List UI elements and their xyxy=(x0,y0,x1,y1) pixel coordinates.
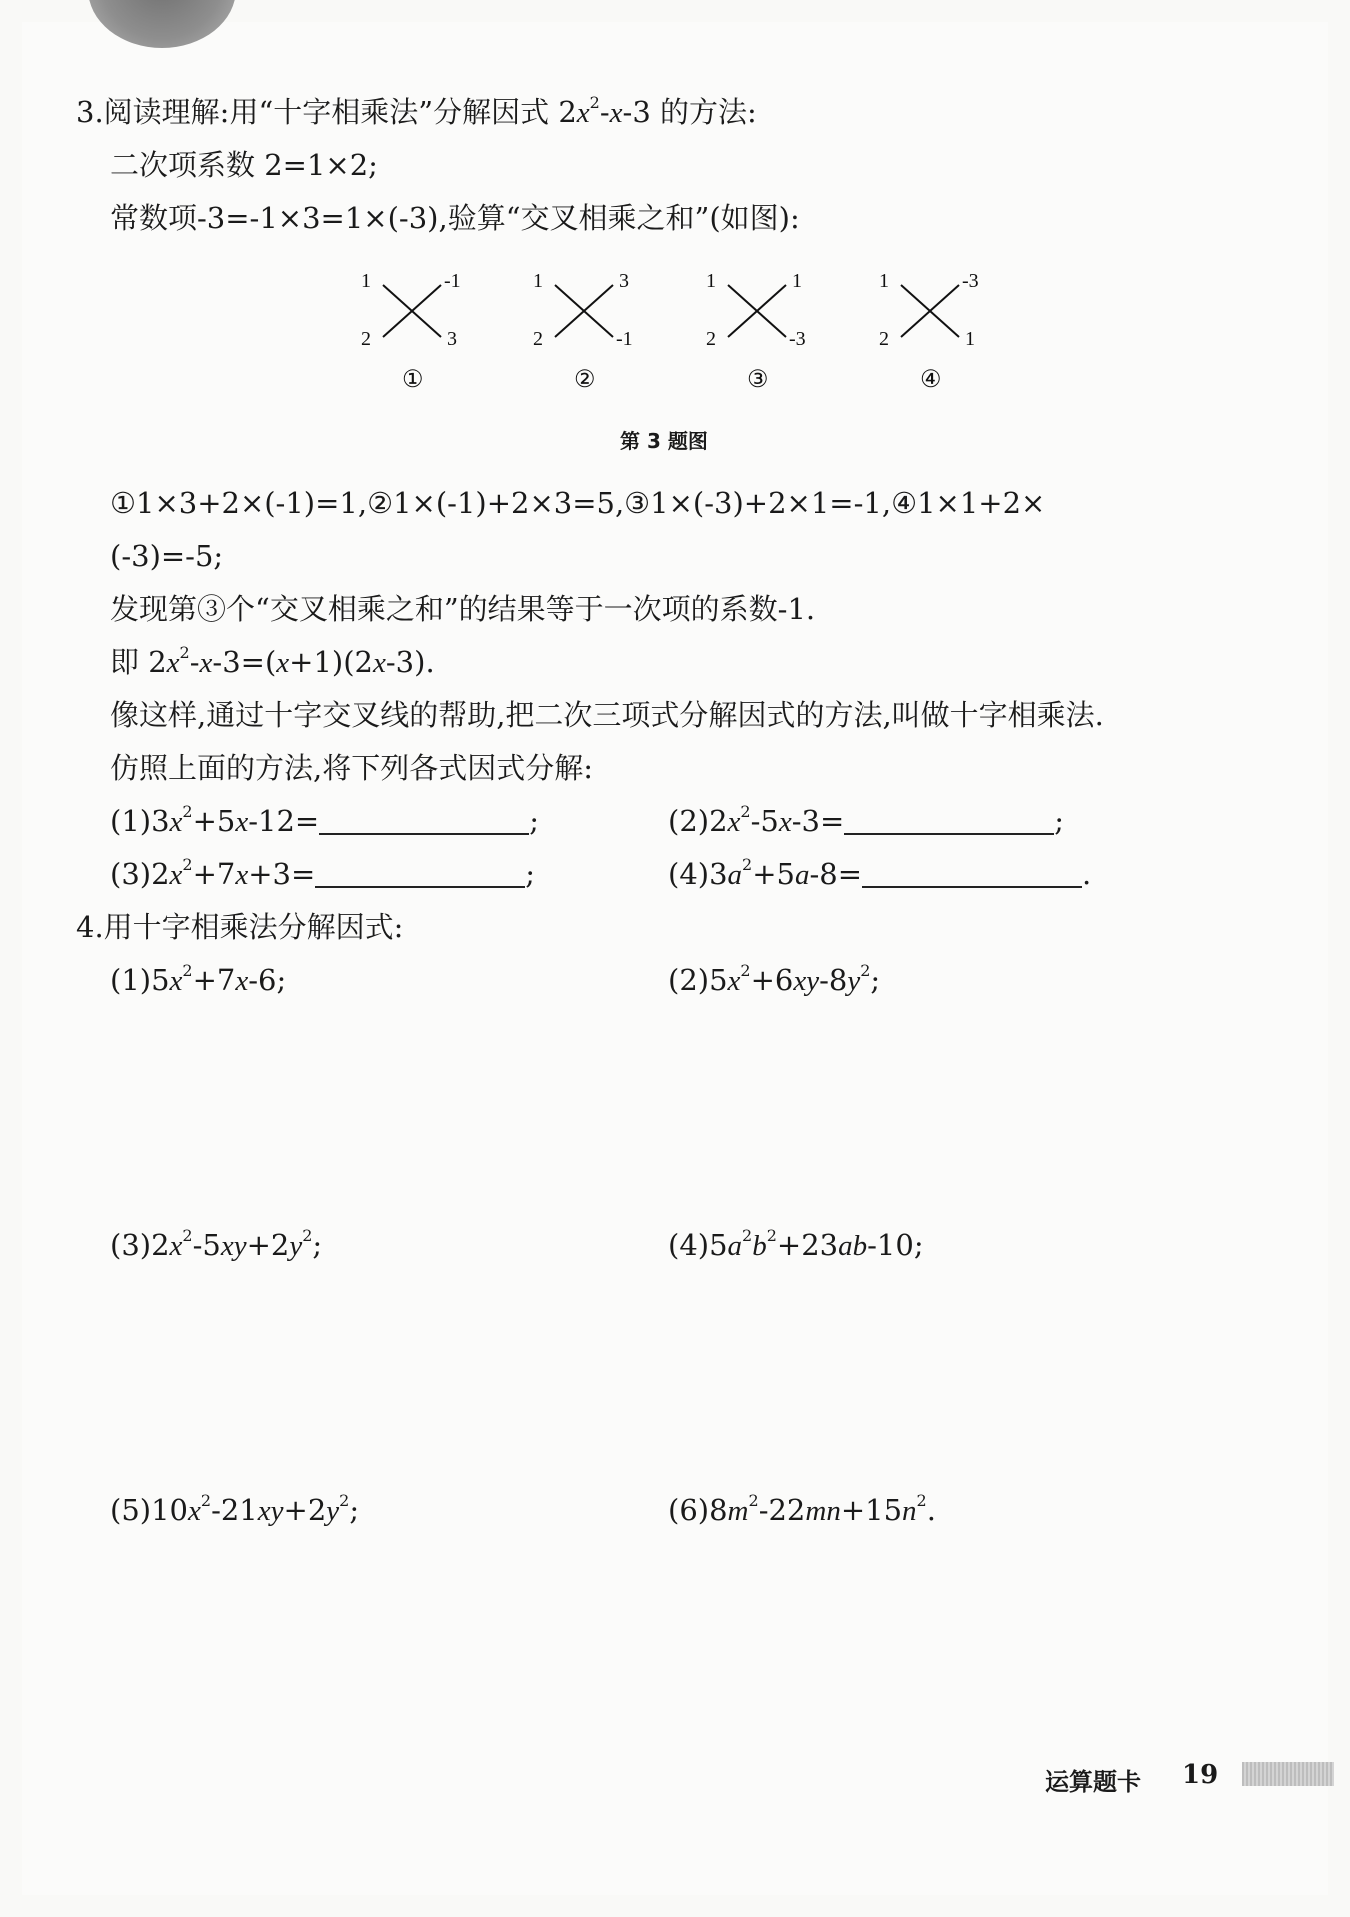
answer-blank-1[interactable] xyxy=(319,803,529,835)
cross-figure-3 xyxy=(706,270,806,393)
fig2-top-right: 3 xyxy=(619,270,629,292)
q3-calc-line1: ①1×3+2×(-1)=1,②1×(-1)+2×3=5,③1×(-3)+2×1=-1,④1×1+2× xyxy=(110,486,1046,520)
fig4-bottom-left: 2 xyxy=(879,328,889,350)
q3-title: 3.阅读理解:用“十字相乘法”分解因式 $2x^2-x-3$ 的方法: xyxy=(76,93,757,129)
figure-caption: 第 3 题图 xyxy=(620,429,708,453)
cross-figure-1 xyxy=(361,270,461,393)
fig4-top-right: -3 xyxy=(962,270,979,292)
q3-item-4: $(4)3a^2+5a-8=$ . xyxy=(668,855,1092,891)
fig1-label: ① xyxy=(402,367,424,393)
q4-item-5: $(5)10x^2-21xy+2y^2$; xyxy=(110,1491,360,1527)
fig3-bottom-right: -3 xyxy=(789,328,806,350)
q3-calc-line2: (-3)=-5; xyxy=(110,539,224,573)
fig2-bottom-right: -1 xyxy=(616,328,633,350)
answer-blank-3[interactable] xyxy=(315,856,525,888)
footer-decoration-bar xyxy=(1242,1762,1334,1786)
fig3-top-left: 1 xyxy=(706,270,716,292)
q3-method-text: 像这样,通过十字交叉线的帮助,把二次三项式分解因式的方法,叫做十字相乘法. xyxy=(110,698,1104,732)
fig1-bottom-left: 2 xyxy=(361,328,371,350)
cross-figures-svg xyxy=(355,265,995,395)
q4-item-6: $(6)8m^2-22mn+15n^2$. xyxy=(668,1491,936,1527)
cross-figure-2 xyxy=(533,270,633,393)
answer-blank-2[interactable] xyxy=(844,803,1054,835)
q3-item-1: $(1)3x^2+5x-12=$ ; xyxy=(110,802,540,838)
fig4-bottom-right: 1 xyxy=(965,328,975,350)
cross-figure-4 xyxy=(879,270,979,393)
q3-result: 即 $2x^2-x-3=(x+1)(2x-3)$. xyxy=(110,643,435,679)
fig1-top-right: -1 xyxy=(444,270,461,292)
q3-line3: 常数项-3=-1×3=1×(-3),验算“交叉相乘之和”(如图): xyxy=(110,201,800,235)
page-number: 19 xyxy=(1182,1760,1219,1790)
fig1-bottom-right: 3 xyxy=(447,328,457,350)
fig4-label: ④ xyxy=(920,367,942,393)
footer-section-title: 运算题卡 xyxy=(1045,1768,1141,1796)
cross-multiplication-figures xyxy=(355,265,995,395)
q4-item-2: $(2)5x^2+6xy-8y^2$; xyxy=(668,961,881,997)
q3-item-2: $(2)2x^2-5x-3=$ ; xyxy=(668,802,1065,838)
q3-discover: 发现第③个“交叉相乘之和”的结果等于一次项的系数-1. xyxy=(110,592,816,626)
fig2-bottom-left: 2 xyxy=(533,328,543,350)
q3-imitate: 仿照上面的方法,将下列各式因式分解: xyxy=(110,751,593,785)
q4-item-4: $(4)5a^2b^2+23ab-10$; xyxy=(668,1226,924,1262)
fig1-top-left: 1 xyxy=(361,270,371,292)
q4-title: 4.用十字相乘法分解因式: xyxy=(76,910,404,944)
q4-item-1: $(1)5x^2+7x-6$; xyxy=(110,961,287,997)
q4-item-3: $(3)2x^2-5xy+2y^2$; xyxy=(110,1226,323,1262)
fig3-bottom-left: 2 xyxy=(706,328,716,350)
q3-item-3: $(3)2x^2+7x+3=$ ; xyxy=(110,855,536,891)
fig3-top-right: 1 xyxy=(792,270,802,292)
q3-line2: 二次项系数 2=1×2; xyxy=(110,148,378,182)
fig2-label: ② xyxy=(574,367,596,393)
fig2-top-left: 1 xyxy=(533,270,543,292)
fig3-label: ③ xyxy=(747,367,769,393)
answer-blank-4[interactable] xyxy=(862,856,1082,888)
fig4-top-left: 1 xyxy=(879,270,889,292)
